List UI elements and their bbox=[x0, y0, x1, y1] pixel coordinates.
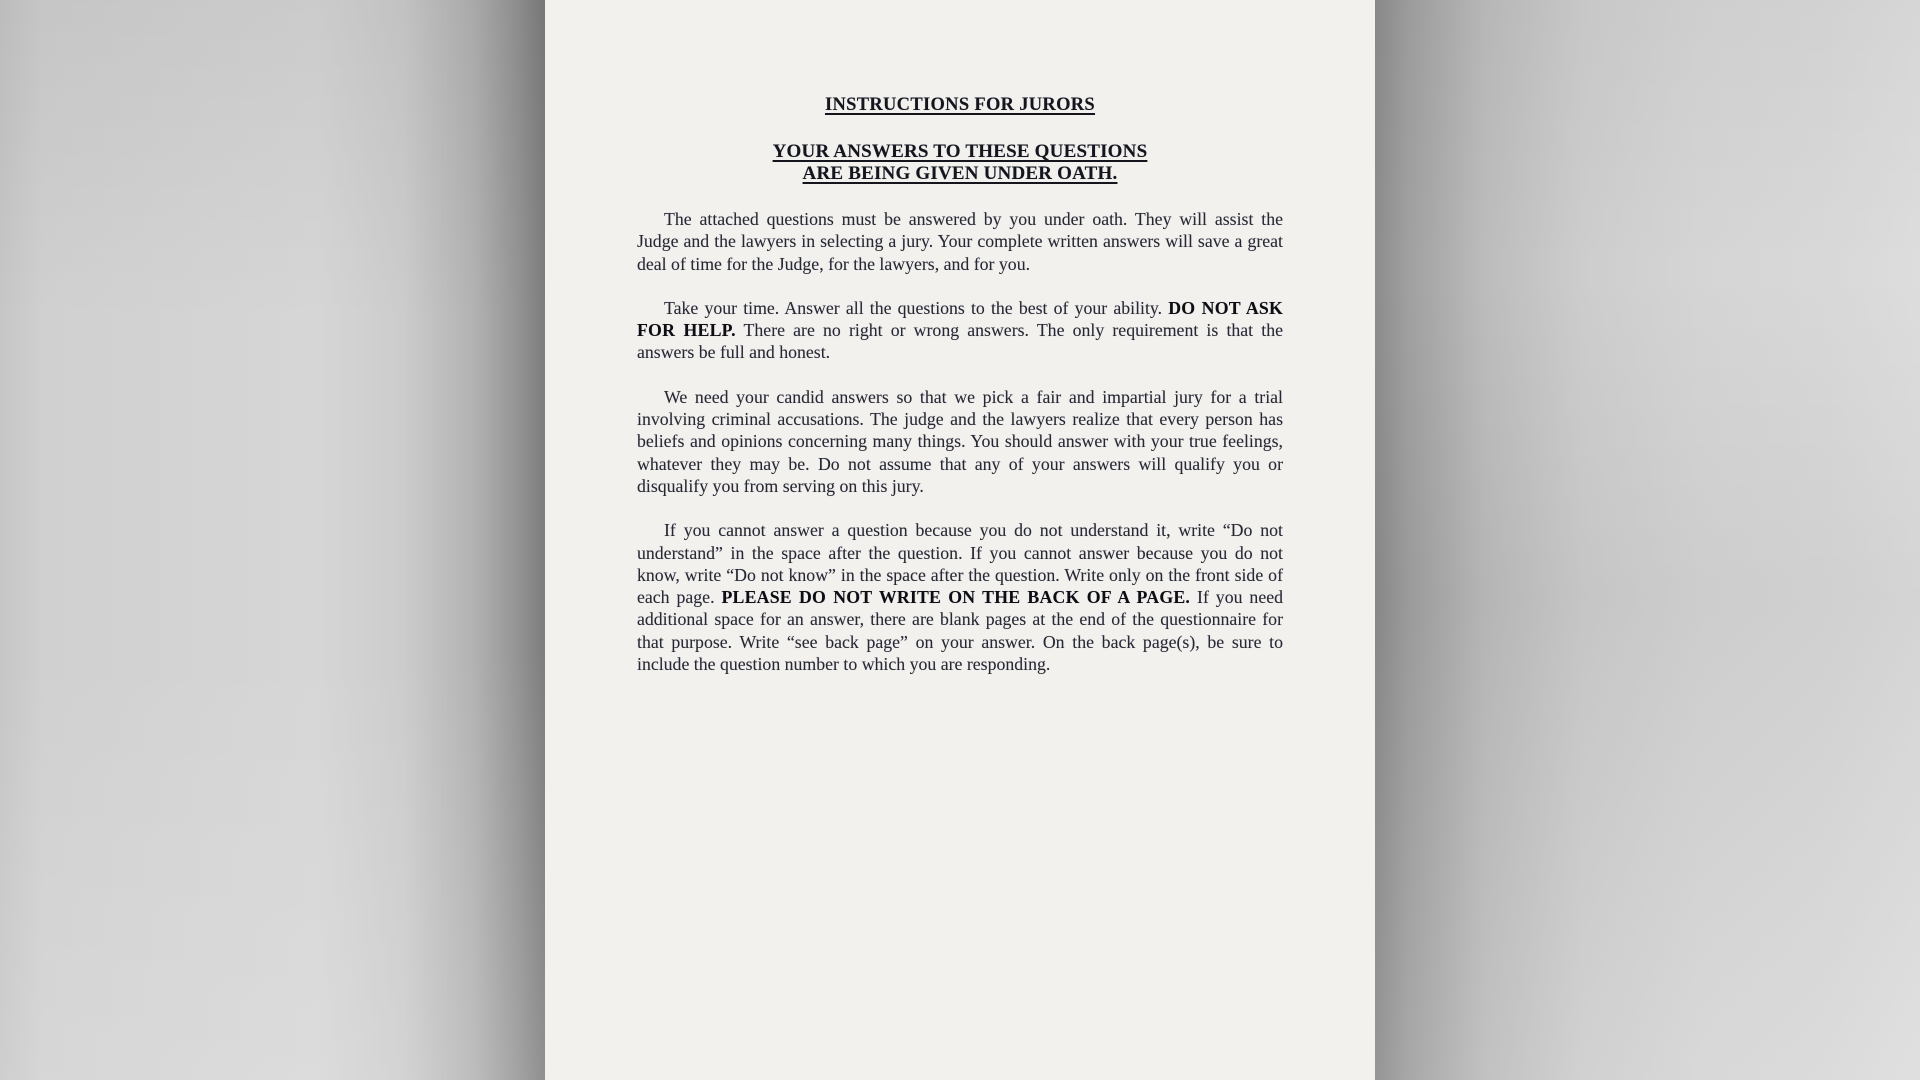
paragraph bbox=[637, 208, 1283, 275]
backdrop-left-blur bbox=[0, 0, 545, 1080]
doc-subtitle-line2: ARE BEING GIVEN UNDER OATH. bbox=[802, 163, 1118, 184]
paragraph-text-run: If you need additional space for an answer, there are blank pages at the end of the questionnaire for that purpose. Write “see back page” on your answer. On the back page(s), be sure to include the question number to which you are responding. bbox=[637, 587, 1283, 675]
doc-subtitle bbox=[545, 141, 1375, 185]
paragraph-bold-run: DO NOT ASK FOR HELP. bbox=[637, 297, 1283, 341]
backdrop-right-blur bbox=[1375, 0, 1920, 1080]
doc-title-text: INSTRUCTIONS FOR JURORS bbox=[824, 95, 1096, 115]
doc-subtitle-line1: YOUR ANSWERS TO THESE QUESTIONS bbox=[772, 141, 1148, 162]
doc-title bbox=[545, 95, 1375, 116]
paragraph-text-run: We need your candid answers so that we pick a fair and impartial jury for a trial involving criminal accusations. The judge and the lawyers realize that every person has beliefs and opinions concerning many things. You should answer with your true feelings, whatever they may be. Do not assume that any of your answers will qualify you or disqualify you from serving on this jury. bbox=[637, 386, 1283, 496]
paragraph-bold-run: PLEASE DO NOT WRITE ON THE BACK OF A PAGE. bbox=[721, 587, 1191, 608]
paragraph-text-run: The attached questions must be answered by you under oath. They will assist the Judge and the lawyers in selecting a jury. Your complete written answers will save a great deal of time for the Judge, for the lawyers, and for you. bbox=[637, 209, 1283, 274]
doc-body bbox=[637, 208, 1283, 675]
paragraph-text-run: There are no right or wrong answers. The only requirement is that the answers be full and honest. bbox=[637, 320, 1283, 363]
paragraph bbox=[637, 519, 1283, 675]
paragraph-text-run: Take your time. Answer all the questions to the best of your ability. bbox=[664, 297, 1169, 318]
paragraph bbox=[637, 297, 1283, 364]
paragraph-text-run: If you cannot answer a question because you do not understand it, write “Do not understand” in the space after the question. If you cannot answer because you do not know, write “Do not know” in the space after the question. Write only on the front side of each page. bbox=[637, 520, 1283, 608]
paragraph bbox=[637, 386, 1283, 497]
document-page bbox=[545, 0, 1375, 1080]
